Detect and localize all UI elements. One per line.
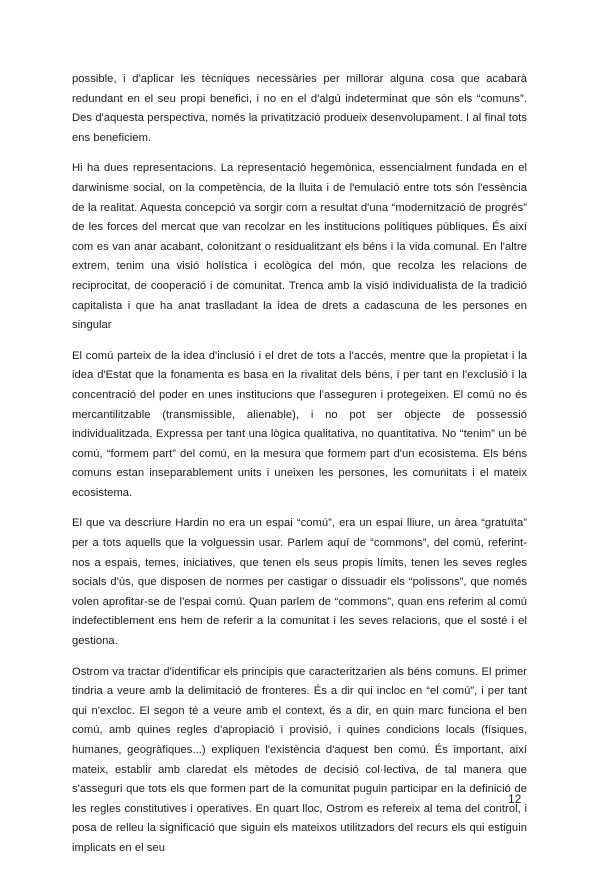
paragraph-2: Hi ha dues representacions. La representació hegemònica, essencialment fundada en el darwinisme social, on la competència, de la lluita i de l'emulació entre tots són l'essència de la realitat. Aquesta concepció va sorgir com a resultat d'una “modernització de progrés” de les forces del mercat que van recolzar en les institucions polítiques públiques. És així com es van anar acabant, colonitzant o residualitzant els béns i la vida comunal. En l'altre extrem, tenim una visió holística i ecològica del món, que recolza les relacions de reciprocitat, de cooperació i de comunitat. Trenca amb la visió individualista de la tradició capitalista i que ha anat traslladant la idea de drets a cadascuna de les persones en singular	[72, 162, 527, 332]
paragraph-3: El comú parteix de la idea d'inclusió i el dret de tots a l'accés, mentre que la propietat i la idea d'Estat que la fonamenta es basa en la rivalitat dels béns, i per tant en l'exclusió i la concentració del poder en unes institucions que l'asseguren i protegeixen. El comú no és mercantilitzable (transmissible, alienable), i no pot ser objecte de possessió individualitzada. Expressa per tant una lògica qualitativa, no quantitativa. No “tenim” un bé comú, “formem part” del comú, en la mesura que formem part d'un ecosistema. Els béns comuns estan inseparablement units i uneixen les persones, les comunitats i el mateix ecosistema.	[72, 349, 527, 499]
paragraph-4: El que va descriure Hardin no era un espai “comú”, era un espai lliure, un àrea “gratuïta” per a tots aquells que la volguessin usar. Parlem aquí de “commons”, del comú, referint-nos a espais, temes, iniciatives, que tenen els seus propis límits, tenen les seves regles socials d'ús, que disposen de normes per castigar o dissuadir els “polissons”, que només volen aprofitar-se de l'espai comú. Quan parlem de “commons”, quan ens referim al comú indefectiblement ens hem de referir a la comunitat i les seves relacions, que el sosté i el gestiona.	[72, 517, 527, 648]
paragraph-5: Ostrom va tractar d'identificar els principis que caracteritzarien als béns comuns. El primer tindria a veure amb la delimitació de fronteres. És a dir qui incloc en “el comú”, i per tant qui n'excloc. El segon té a veure amb el context, és a dir, en quin marc funciona el ben comú, amb quines regles d'apropiació i provisió, i quines condicions locals (físiques, humanes, geogràfiques...) expliquen l'existència d'aquest ben comú. És important, així mateix, establir amb claredat els mètodes de decisió col·lectiva, de tal manera que s'asseguri que tots els que formen part de la comunitat puguin participar en la definició de les regles constitutives i operatives. En quart lloc, Ostrom es refereix al tema del control, i posa de relleu la significació que siguin els mateixos utilitzadors del recurs els qui estiguin implicats en el seu	[72, 665, 527, 854]
paragraph-1: possible, i d'aplicar les tècniques necessàries per millorar alguna cosa que acabarà redundant en el seu propi benefici, i no en el d'algú indeterminat que són els “comuns”. Des d'aquesta perspectiva, només la privatització produeix desenvolupament. I al final tots ens beneficiem.	[72, 73, 527, 144]
body-text	[72, 70, 527, 870]
page-number: 12	[508, 792, 522, 806]
